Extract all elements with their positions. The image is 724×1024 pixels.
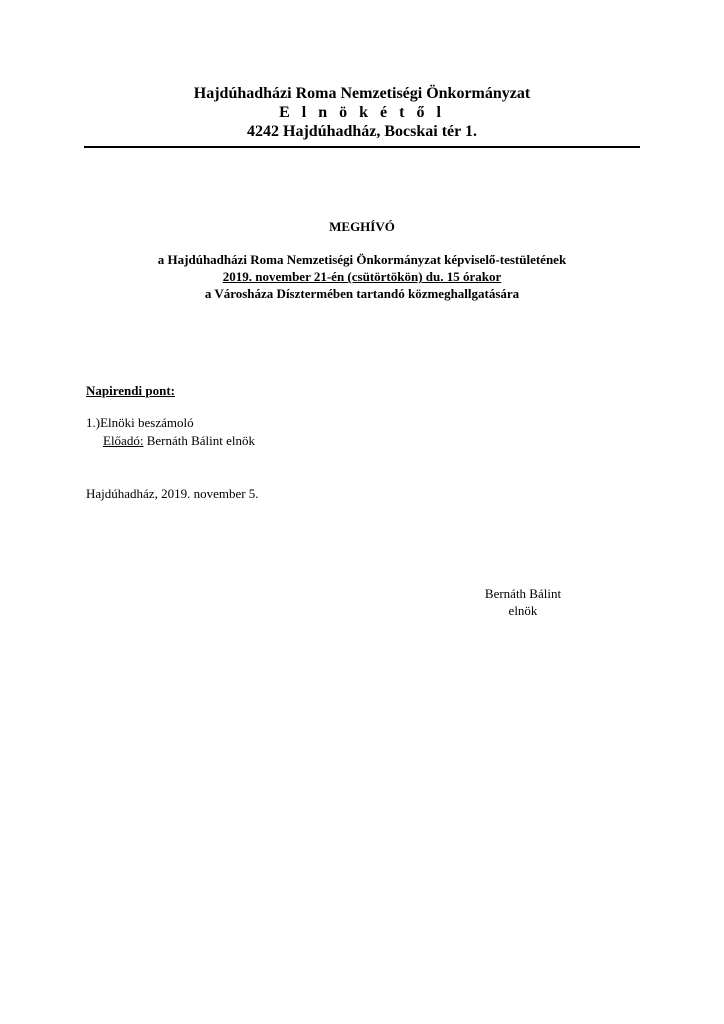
presenter-label: Előadó: [103, 433, 144, 448]
organization-address: 4242 Hajdúhadház, Bocskai tér 1. [247, 123, 477, 140]
signatory-role: elnök [508, 603, 538, 618]
agenda-heading: Napirendi pont: [86, 383, 175, 398]
organization-name: Hajdúhadházi Roma Nemzetiségi Önkormányzat [193, 85, 531, 102]
invitation-line-1: a Hajdúhadházi Roma Nemzetiségi Önkormányzat képviselő-testületének [157, 252, 567, 267]
agenda-item [86, 414, 255, 450]
place-and-date: Hajdúhadház, 2019. november 5. [86, 486, 259, 501]
invitation-text [84, 251, 640, 302]
letterhead-divider [84, 146, 640, 148]
invitation-datetime: 2019. november 21-én (csütörtökön) du. 15 órakor [222, 269, 502, 284]
agenda-item-number: 1.) [86, 415, 101, 430]
invitation-line-3: a Városháza Dísztermében tartandó közmeghallgatására [204, 286, 520, 301]
presenter-name: Bernáth Bálint elnök [143, 433, 255, 448]
sender-line: E l n ö k é t ő l [279, 104, 445, 121]
signature-block [463, 585, 583, 619]
agenda-item-title: Elnöki beszámoló [100, 415, 194, 430]
letterhead [84, 84, 640, 141]
signatory-name: Bernáth Bálint [484, 586, 562, 601]
document-title: MEGHÍVÓ [329, 219, 395, 234]
